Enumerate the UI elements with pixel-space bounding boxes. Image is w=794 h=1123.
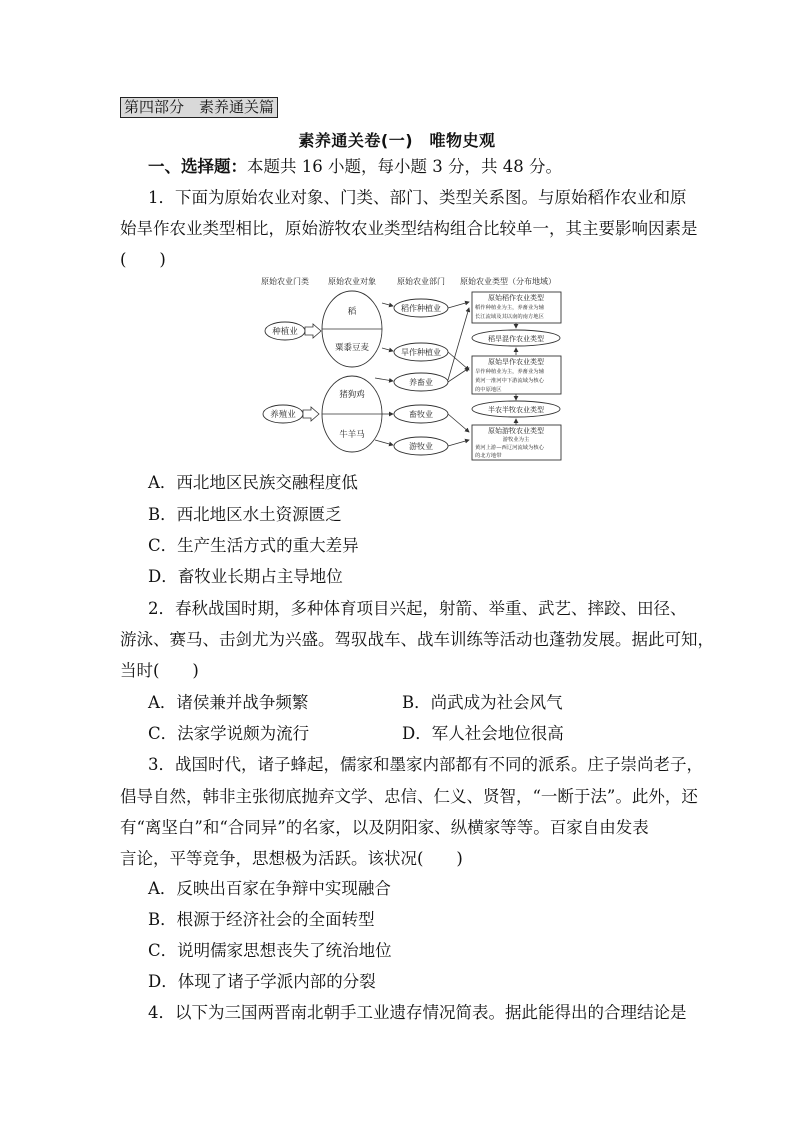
q3-line-3: 有“离坚白”和“合同异”的名家，以及阴阳家、纵横家等等。百家自由发表 <box>120 818 649 837</box>
category-breeding-label: 养殖业 <box>270 410 296 420</box>
type-rice-title: 原始稻作农业类型 <box>488 294 544 302</box>
q2-line-3: 当时( ) <box>120 661 199 680</box>
q2-option-c: C．法家学说颇为流行 <box>148 724 310 743</box>
type-rice-line2: 长江流域及其以南的南方地区 <box>475 314 544 320</box>
dept-nomadic: 游牧业 <box>409 442 433 451</box>
q3-option-a: A．反映出百家在争辩中实现融合 <box>148 879 391 898</box>
part-heading-desc: 本题共 16 小题，每小题 3 分，共 48 分。 <box>247 157 562 176</box>
object-pig-dog-chicken: 猪狗鸡 <box>339 390 365 400</box>
dept-livestock-raising: 养畜业 <box>409 378 433 387</box>
q2-line-2: 游泳、赛马、击剑尤为兴盛。驾驭战车、战车训练等活动也蓬勃发展。据此可知， <box>120 630 714 649</box>
type-dry-title: 原始旱作农业类型 <box>488 358 544 366</box>
q1-option-a: A．西北地区民族交融程度低 <box>148 473 358 492</box>
q3-option-d: D．体现了诸子学派内部的分裂 <box>148 972 376 991</box>
q4-line-1: 4．以下为三国两晋南北朝手工业遗存情况简表。据此能得出的合理结论是 <box>148 1003 687 1022</box>
type-nomadic-line3: 的北方地带 <box>475 453 502 459</box>
object-rice: 稻 <box>347 307 357 317</box>
type-dry-line2: 黄河一淮河中下游流域为核心 <box>475 378 544 384</box>
category-planting-label: 种植业 <box>272 327 298 337</box>
header-department: 原始农业部门 <box>397 277 445 286</box>
q3-line-2: 倡导自然，韩非主张彻底抛弃文学、忠信、仁义、贤智，“一断于法”。此外，还 <box>120 787 698 806</box>
type-semi-title: 半农半牧农业类型 <box>488 406 544 414</box>
q3-line-4: 言论，平等竞争，思想极为活跃。该状况( ) <box>120 849 463 868</box>
header-category: 原始农业门类 <box>261 277 309 286</box>
part-heading <box>148 157 562 177</box>
type-dry-line1: 旱作种植业为主，养畜业为辅 <box>475 369 544 375</box>
q2-line-1: 2．春秋战国时期，多种体育项目兴起，射箭、举重、武艺、摔跤、田径、 <box>148 599 687 618</box>
paper-title: 素养通关卷(一) 唯物史观 <box>298 131 496 150</box>
object-cattle-sheep-horse: 牛羊马 <box>339 430 365 440</box>
type-nomadic-line1: 游牧业为主 <box>502 437 530 443</box>
q2-option-b: B．尚武成为社会风气 <box>402 693 563 712</box>
header-type: 原始农业类型（分布地域） <box>460 277 556 286</box>
type-nomadic-title: 原始游牧农业类型 <box>488 427 544 435</box>
header-object: 原始农业对象 <box>328 277 376 286</box>
part-heading-label: 一、选择题： <box>148 157 247 176</box>
type-dry-line3: 的中原地区 <box>475 387 502 393</box>
agriculture-relationship-diagram <box>255 270 565 462</box>
type-mixed-title: 稻旱混作农业类型 <box>488 335 544 343</box>
type-nomadic-line2: 黄河上游—西辽河流域为核心 <box>475 445 544 451</box>
section-tag: 第四部分 素养通关篇 <box>120 97 278 118</box>
q1-option-c: C．生产生活方式的重大差异 <box>148 536 359 555</box>
q3-option-b: B．根源于经济社会的全面转型 <box>148 910 375 929</box>
q1-line-1: 1．下面为原始农业对象、门类、部门、类型关系图。与原始稻作农业和原 <box>148 188 687 207</box>
q2-option-d: D．军人社会地位很高 <box>402 724 564 743</box>
q1-option-d: D．畜牧业长期占主导地位 <box>148 567 343 586</box>
dept-animal-husbandry: 畜牧业 <box>409 410 433 419</box>
dept-dry-planting: 旱作种植业 <box>401 348 441 357</box>
q2-option-a: A．诸侯兼并战争频繁 <box>148 693 309 712</box>
q1-line-3: ( ) <box>120 250 166 269</box>
q3-option-c: C．说明儒家思想丧失了统治地位 <box>148 941 392 960</box>
type-rice-line1: 稻作种植业为主，养畜业为辅 <box>475 305 544 311</box>
dept-rice-planting: 稻作种植业 <box>401 304 441 313</box>
q1-option-b: B．西北地区水土资源匮乏 <box>148 505 342 524</box>
q1-line-2: 始旱作农业类型相比，原始游牧农业类型结构组合比较单一，其主要影响因素是 <box>120 219 698 238</box>
object-millet: 粟黍豆麦 <box>334 343 370 353</box>
q3-line-1: 3．战国时代，诸子蜂起，儒家和墨家内部都有不同的派系。庄子崇尚老子， <box>148 755 703 774</box>
